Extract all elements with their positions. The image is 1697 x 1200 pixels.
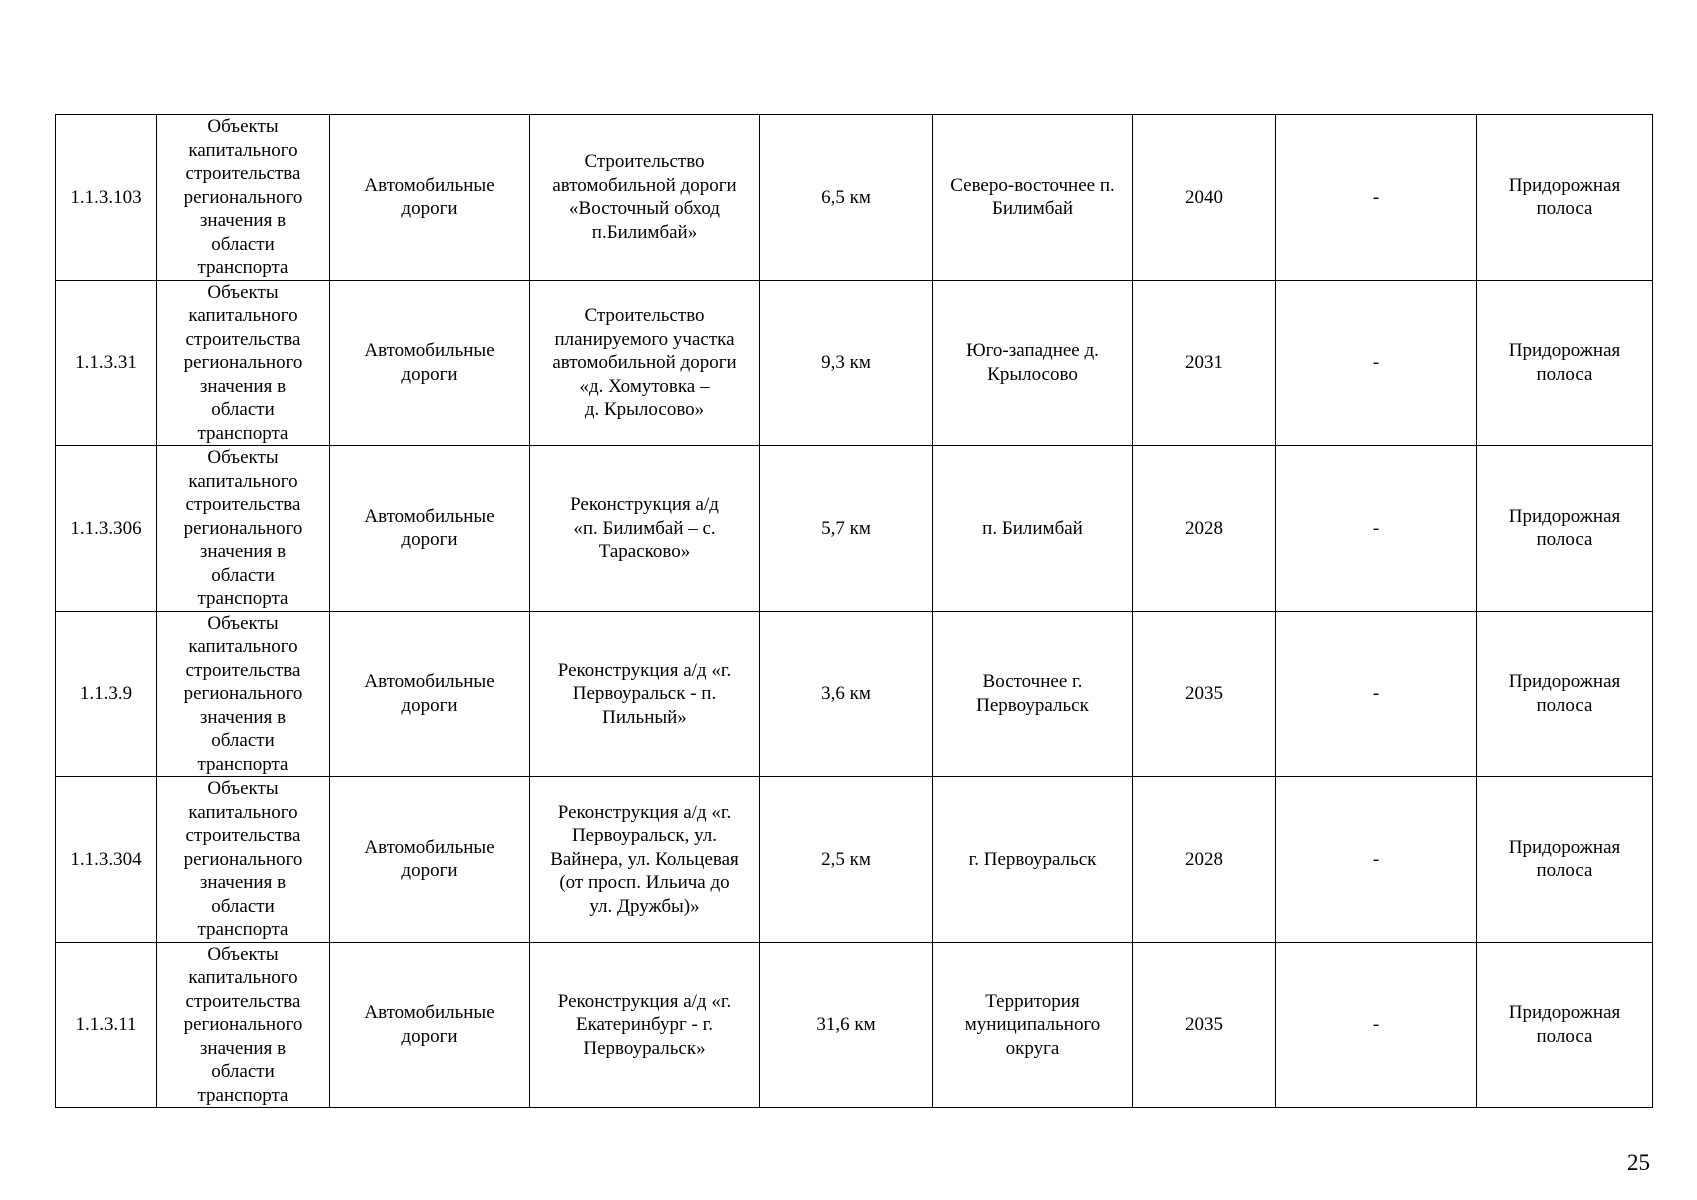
cell-location — [933, 777, 1133, 943]
cell-category-line: транспорта — [197, 588, 289, 609]
cell-year: 2035 — [1133, 611, 1276, 777]
cell-category-line: строительства — [185, 494, 301, 515]
cell-category-line: строительства — [185, 990, 301, 1012]
cell-id: 1.1.3.31 — [56, 280, 157, 446]
cell-location — [933, 280, 1133, 446]
cell-category-line: значения в — [199, 706, 287, 728]
cell-id: 1.1.3.9 — [56, 611, 157, 777]
cell-location — [933, 115, 1133, 281]
cell-category-line: Объекты — [207, 778, 279, 799]
cell-year: 2028 — [1133, 446, 1276, 612]
cell-category-line: транспорта — [197, 257, 289, 278]
cell-id: 1.1.3.103 — [56, 115, 157, 281]
cell-year: 2040 — [1133, 115, 1276, 281]
cell-zone — [1477, 446, 1653, 612]
cell-type-line: Автомобильные — [364, 340, 495, 362]
cell-zone-line: полоса — [1536, 694, 1593, 716]
cell-object-name-line: Реконструкция а/д «г. — [557, 659, 732, 681]
cell-category-line: строительства — [185, 659, 301, 681]
cell-category-line: области — [211, 730, 275, 751]
cell-object-name-line: планируемого участка — [554, 328, 735, 350]
cell-object-name-line: «Восточный обход — [569, 198, 720, 220]
cell-type-line: Автомобильные — [364, 1002, 495, 1024]
cell-object-name-line: ул. Дружбы)» — [589, 895, 700, 917]
cell-category-line: строительства — [185, 825, 301, 846]
cell-zone-line: Придорожная — [1508, 1002, 1621, 1024]
cell-type — [330, 115, 530, 281]
cell-object-name-line: д. Крылосово» — [584, 399, 705, 420]
cell-category — [157, 942, 330, 1108]
cell-category-line: Объекты — [207, 116, 279, 137]
cell-object-name-line: (от просп. Ильича до — [559, 872, 730, 893]
cell-object-name-line: автомобильной дороги — [552, 352, 737, 373]
cell-location — [933, 611, 1133, 777]
cell-category-line: значения в — [199, 872, 287, 893]
cell-object-name-line: Реконструкция а/д — [570, 494, 719, 515]
cell-category — [157, 777, 330, 943]
cell-category-line: регионального — [183, 186, 303, 208]
cell-category-line: регионального — [183, 848, 303, 870]
cell-type-line: дороги — [401, 529, 458, 551]
cell-object-name-line: «п. Билимбай – с. — [573, 517, 716, 539]
page-number: 25 — [1627, 1150, 1650, 1175]
table-row — [56, 777, 1653, 943]
cell-object-name — [530, 115, 760, 281]
cell-category-line: капитального — [188, 305, 298, 326]
cell-category — [157, 611, 330, 777]
cell-object-name-line: Тарасково» — [598, 541, 691, 562]
cell-category-line: области — [211, 564, 275, 586]
cell-category-line: транспорта — [197, 753, 289, 775]
cell-zone-line: полоса — [1536, 860, 1593, 882]
cell-location-line: муниципального — [964, 1014, 1101, 1035]
cell-zone-line: Придорожная — [1508, 671, 1621, 693]
cell-category-line: капитального — [188, 139, 298, 161]
cell-extra: - — [1276, 115, 1477, 281]
cell-location-line: Юго-западнее д. — [966, 340, 1099, 362]
cell-category-line: капитального — [188, 967, 298, 988]
cell-length: 6,5 км — [760, 115, 933, 281]
cell-category-line: значения в — [199, 375, 287, 397]
cell-zone-line: Придорожная — [1508, 505, 1621, 527]
cell-type — [330, 942, 530, 1108]
cell-location — [933, 942, 1133, 1108]
cell-category-line: капитального — [188, 801, 298, 823]
cell-location-line: г. Первоуральск — [968, 848, 1097, 870]
cell-category-line: транспорта — [197, 422, 289, 444]
cell-object-name-line: Реконструкция а/д «г. — [557, 801, 732, 823]
cell-type — [330, 611, 530, 777]
cell-category-line: транспорта — [197, 919, 289, 940]
cell-zone-line: полоса — [1536, 1025, 1593, 1047]
cell-category — [157, 280, 330, 446]
cell-category-line: регионального — [183, 517, 303, 539]
cell-year: 2028 — [1133, 777, 1276, 943]
cell-category-line: Объекты — [207, 612, 279, 634]
cell-category-line: Объекты — [207, 943, 279, 965]
cell-id: 1.1.3.304 — [56, 777, 157, 943]
cell-category-line: значения в — [199, 210, 287, 231]
objects-table — [55, 114, 1653, 1108]
cell-type-line: дороги — [401, 694, 458, 716]
cell-category-line: строительства — [185, 328, 301, 350]
cell-type — [330, 777, 530, 943]
cell-location-line: Билимбай — [991, 198, 1074, 220]
cell-location-line: Первоуральск — [976, 694, 1089, 716]
cell-category-line: значения в — [199, 1037, 287, 1059]
cell-length: 9,3 км — [760, 280, 933, 446]
cell-type-line: Автомобильные — [364, 505, 495, 527]
cell-location-line: Восточнее г. — [982, 671, 1083, 693]
cell-category-line: значения в — [199, 541, 287, 562]
cell-type-line: Автомобильные — [364, 836, 495, 858]
cell-length: 3,6 км — [760, 611, 933, 777]
cell-category-line: капитального — [188, 470, 298, 492]
cell-category-line: строительства — [185, 163, 301, 184]
cell-length: 5,7 км — [760, 446, 933, 612]
cell-object-name-line: Пильный» — [602, 706, 687, 728]
table-row — [56, 942, 1653, 1108]
cell-object-name-line: Екатеринбург - г. — [575, 1014, 714, 1035]
cell-object-name-line: Строительство — [584, 151, 705, 173]
cell-type-line: дороги — [401, 363, 458, 385]
cell-zone — [1477, 777, 1653, 943]
cell-zone — [1477, 115, 1653, 281]
cell-zone-line: Придорожная — [1508, 836, 1621, 858]
cell-category-line: транспорта — [197, 1084, 289, 1106]
table-row — [56, 611, 1653, 777]
cell-category-line: регионального — [183, 352, 303, 373]
cell-category — [157, 446, 330, 612]
cell-location-line: Северо-восточнее п. — [950, 174, 1115, 196]
cell-id: 1.1.3.11 — [56, 942, 157, 1108]
cell-extra: - — [1276, 942, 1477, 1108]
cell-object-name — [530, 280, 760, 446]
cell-object-name — [530, 777, 760, 943]
cell-object-name — [530, 446, 760, 612]
cell-location-line: п. Билимбай — [982, 517, 1083, 539]
cell-length: 2,5 км — [760, 777, 933, 943]
cell-object-name-line: «д. Хомутовка – — [579, 375, 710, 397]
cell-object-name-line: Первоуральск» — [583, 1037, 706, 1059]
cell-object-name — [530, 611, 760, 777]
cell-category-line: области — [211, 895, 275, 917]
cell-object-name-line: Реконструкция а/д «г. — [557, 990, 732, 1012]
cell-category-line: области — [211, 233, 275, 255]
cell-id: 1.1.3.306 — [56, 446, 157, 612]
cell-category — [157, 115, 330, 281]
cell-category-line: регионального — [183, 1014, 303, 1035]
cell-zone-line: полоса — [1536, 198, 1593, 220]
cell-zone-line: полоса — [1536, 363, 1593, 385]
cell-category-line: области — [211, 1061, 275, 1082]
cell-object-name-line: Строительство — [584, 305, 705, 326]
cell-object-name-line: Вайнера, ул. Кольцевая — [550, 848, 739, 870]
cell-type — [330, 446, 530, 612]
table-row — [56, 280, 1653, 446]
cell-type-line: дороги — [401, 860, 458, 882]
cell-object-name-line: Первоуральск - п. — [572, 683, 717, 704]
cell-extra: - — [1276, 280, 1477, 446]
cell-category-line: области — [211, 399, 275, 420]
cell-extra: - — [1276, 777, 1477, 943]
cell-zone — [1477, 280, 1653, 446]
cell-object-name-line: Первоуральск, ул. — [571, 825, 718, 846]
cell-type — [330, 280, 530, 446]
cell-extra: - — [1276, 611, 1477, 777]
cell-type-line: дороги — [401, 198, 458, 220]
cell-object-name — [530, 942, 760, 1108]
cell-zone-line: Придорожная — [1508, 174, 1621, 196]
cell-location — [933, 446, 1133, 612]
cell-zone — [1477, 611, 1653, 777]
cell-category-line: регионального — [183, 683, 303, 704]
cell-zone-line: Придорожная — [1508, 340, 1621, 362]
cell-location-line: Крылосово — [987, 363, 1078, 385]
cell-category-line: Объекты — [207, 447, 279, 468]
cell-category-line: Объекты — [207, 281, 279, 303]
cell-zone-line: полоса — [1536, 529, 1593, 551]
table-row — [56, 115, 1653, 281]
cell-length: 31,6 км — [760, 942, 933, 1108]
cell-location-line: округа — [1005, 1037, 1060, 1059]
cell-type-line: Автомобильные — [364, 174, 495, 196]
cell-object-name-line: п.Билимбай» — [591, 221, 698, 243]
cell-type-line: Автомобильные — [364, 671, 495, 693]
table-row — [56, 446, 1653, 612]
cell-type-line: дороги — [401, 1025, 458, 1047]
cell-extra: - — [1276, 446, 1477, 612]
cell-year: 2035 — [1133, 942, 1276, 1108]
cell-location-line: Территория — [985, 990, 1080, 1012]
cell-category-line: капитального — [188, 636, 298, 657]
cell-object-name-line: автомобильной дороги — [552, 174, 737, 196]
cell-zone — [1477, 942, 1653, 1108]
cell-year: 2031 — [1133, 280, 1276, 446]
